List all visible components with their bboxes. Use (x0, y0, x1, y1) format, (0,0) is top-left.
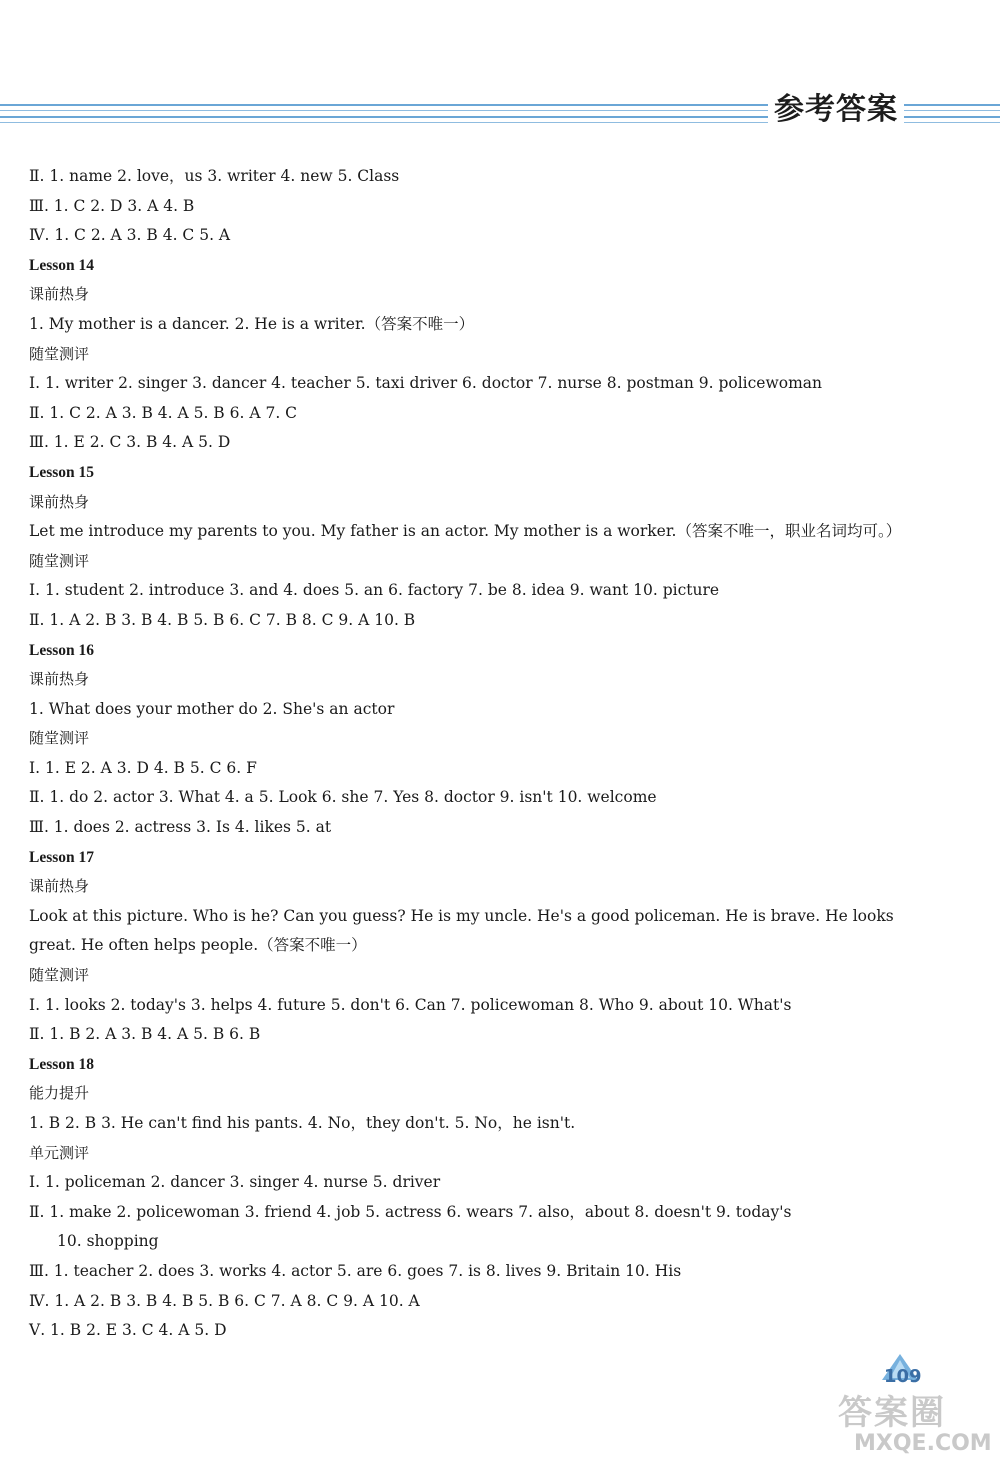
answer-line: Ⅱ. 1. make 2. policewoman 3. friend 4. job 5. actress 6. wears 7. also，about 8. doesn't 9. today's (29, 1202, 792, 1221)
answer-line: 1. My mother is a dancer. 2. He is a writer.（答案不唯一） (29, 314, 475, 333)
answer-line: Ⅰ. 1. E 2. A 3. D 4. B 5. C 6. F (29, 758, 257, 777)
answer-line: 10. shopping (57, 1232, 159, 1251)
section-heading: 随堂测评 (29, 551, 90, 570)
answer-line: Ⅰ. 1. policeman 2. dancer 3. singer 4. nurse 5. driver (29, 1173, 441, 1192)
section-heading: 课前热身 (29, 877, 90, 896)
section-heading: 随堂测评 (29, 344, 90, 363)
section-heading: 随堂测评 (29, 966, 90, 985)
section-heading: 课前热身 (29, 285, 90, 304)
answer-line: Ⅲ. 1. E 2. C 3. B 4. A 5. D (29, 433, 231, 452)
watermark-logo (838, 1385, 998, 1460)
answer-line: Ⅱ. 1. A 2. B 3. B 4. B 5. B 6. C 7. B 8. C 9. A 10. B (29, 610, 416, 629)
answer-line: Ⅲ. 1. teacher 2. does 3. works 4. actor 5. are 6. goes 7. is 8. lives 9. Britain 10. His (29, 1261, 682, 1280)
answer-line: Ⅲ. 1. does 2. actress 3. Is 4. likes 5. at (29, 818, 332, 837)
lesson-heading: Lesson 18 (29, 1055, 95, 1073)
section-heading: 能力提升 (29, 1084, 90, 1103)
answer-line: Ⅰ. 1. looks 2. today's 3. helps 4. future 5. don't 6. Can 7. policewoman 8. Who 9. about 10. What's (29, 995, 792, 1014)
answer-content (29, 162, 929, 1346)
lesson-heading: Lesson 14 (29, 256, 95, 274)
answer-line: Ⅳ. 1. A 2. B 3. B 4. B 5. B 6. C 7. A 8. C 9. A 10. A (29, 1291, 420, 1310)
answer-line: Let me introduce my parents to you. My father is an actor. My mother is a worker.（答案不唯一，职业名词均可。） (29, 522, 902, 541)
answer-line: Ⅰ. 1. writer 2. singer 3. dancer 4. teacher 5. taxi driver 6. doctor 7. nurse 8. postman 9. policewoman (29, 374, 823, 393)
page-number: 109 (884, 1366, 922, 1387)
answer-line: Ⅱ. 1. C 2. A 3. B 4. A 5. B 6. A 7. C (29, 403, 298, 422)
lesson-heading: Lesson 15 (29, 463, 95, 481)
answer-line: Ⅲ. 1. C 2. D 3. A 4. B (29, 196, 195, 215)
answer-line: Ⅰ. 1. student 2. introduce 3. and 4. does 5. an 6. factory 7. be 8. idea 9. want 10. picture (29, 581, 720, 600)
answer-line: Ⅴ. 1. B 2. E 3. C 4. A 5. D (29, 1321, 227, 1340)
answer-line: Ⅳ. 1. C 2. A 3. B 4. C 5. A (29, 226, 231, 245)
section-heading: 课前热身 (29, 492, 90, 511)
answer-line: Ⅱ. 1. name 2. love，us 3. writer 4. new 5. Class (29, 167, 400, 185)
page-header-title: 参考答案 (768, 84, 904, 128)
answer-line: Look at this picture. Who is he? Can you guess? He is my uncle. He's a good policeman. He is brave. He looks (29, 906, 894, 925)
answer-line: 1. What does your mother do 2. She's an actor (29, 699, 395, 718)
lesson-heading: Lesson 16 (29, 641, 95, 659)
answer-line: Ⅱ. 1. do 2. actor 3. What 4. a 5. Look 6. she 7. Yes 8. doctor 9. isn't 10. welcome (29, 788, 657, 807)
section-heading: 课前热身 (29, 670, 90, 689)
watermark-url: MXQE.COM (854, 1431, 992, 1456)
lesson-heading: Lesson 17 (29, 848, 95, 866)
answer-line: 1. B 2. B 3. He can't find his pants. 4. No，they don't. 5. No，he isn't. (29, 1114, 576, 1132)
watermark-text: 答案圈 (838, 1393, 946, 1433)
section-heading: 单元测评 (29, 1143, 90, 1162)
answer-line: great. He often helps people.（答案不唯一） (29, 936, 367, 955)
section-heading: 随堂测评 (29, 729, 90, 748)
answer-line: Ⅱ. 1. B 2. A 3. B 4. A 5. B 6. B (29, 1025, 261, 1044)
